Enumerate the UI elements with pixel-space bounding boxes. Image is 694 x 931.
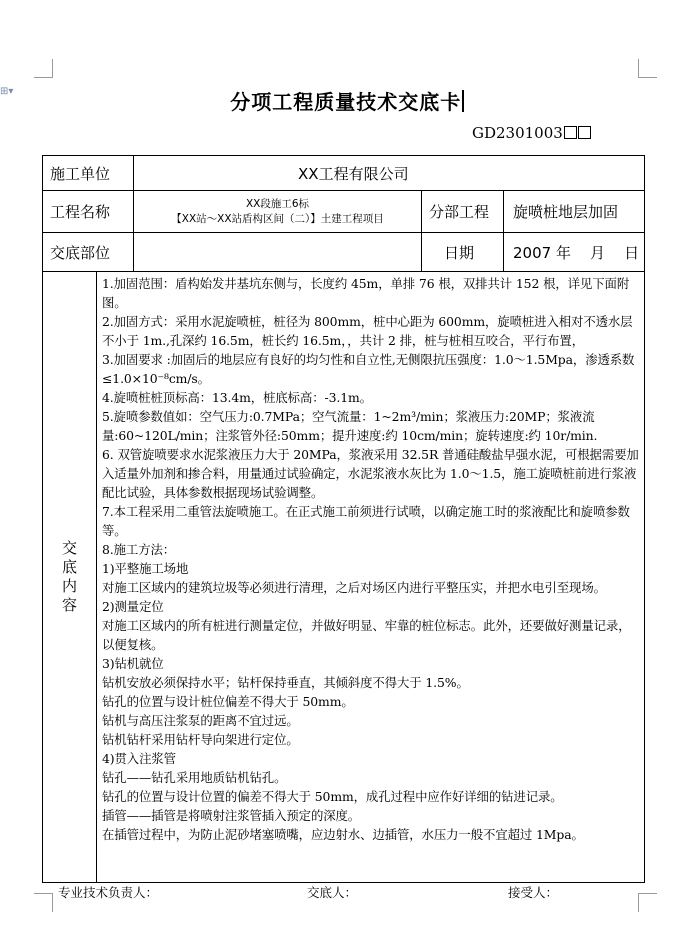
- project-line-2: 【XX站～XX站盾构区间（二）】土建工程项目: [171, 212, 384, 225]
- content-line: 7.本工程采用二重管法旋喷施工。在正式施工前须进行试喷，以确定施工时的浆液配比和旋喷参数等。: [102, 504, 630, 538]
- location-label: 交底部位: [43, 233, 134, 272]
- unit-value: XX工程有限公司: [134, 156, 645, 191]
- crop-mark-bottom-left: [34, 893, 53, 912]
- date-value: 2007 年 月 日: [504, 233, 645, 272]
- crop-mark-bottom-right: [638, 893, 657, 912]
- content-line: 插管——插管是将喷射注浆管插入预定的深度。: [102, 808, 361, 823]
- content-line: 钻机安放必须保持水平；钻杆保持垂直，其倾斜度不得大于 1.5%。: [102, 675, 469, 690]
- content-line: 对施工区域内的所有桩进行测量定位，并做好明显、牢靠的桩位标志。此外，还要做好测量记录，以便复核。: [102, 618, 631, 652]
- project-line-1: XX段施工6标: [245, 197, 310, 210]
- content-label: 交底内容: [61, 539, 77, 614]
- crop-mark-top-left: [34, 59, 53, 78]
- content-body: [97, 272, 645, 883]
- content-line: 5.旋喷参数值如：空气压力:0.7MPa；空气流量：1~2m³/min；浆液压力:20MP；浆液流量:60~120L/min；注浆管外径:50mm；提升速度:约 10cm/min；旋转速度:约 10r/min.: [102, 409, 598, 443]
- content-line: 6. 双管旋喷要求水泥浆液压力大于 20MPa，浆液采用 32.5R 普通硅酸盐早强水泥，可根据需要加入适量外加剂和掺合料，用量通过试验确定，水泥浆液水灰比为 1.0～1.5，施工旋喷桩前进行浆液配比试验，具体参数根据现场试验调整。: [102, 447, 639, 500]
- division-value: 旋喷桩地层加固: [504, 191, 645, 233]
- content-line: 2)测量定位: [102, 599, 164, 614]
- document-title: 分项工程质量技术交底卡: [0, 86, 694, 115]
- checkbox-glyph: [578, 126, 591, 139]
- content-line: 4)贯入注浆管: [102, 751, 176, 766]
- content-line: 钻孔的位置与设计位置的偏差不得大于 50mm，成孔过程中应作好详细的钻进记录。: [102, 789, 563, 804]
- date-label: 日期: [422, 233, 504, 272]
- project-label: 工程名称: [43, 191, 134, 233]
- content-line: 1.加固范围：盾构始发井基坑东侧与，长度约 45m，单排 76 根，双排共计 152 根，详见下面附图。: [102, 276, 630, 310]
- checkbox-glyph: [564, 126, 577, 139]
- division-label: 分部工程: [422, 191, 504, 233]
- disclosure-card-table: [42, 155, 645, 883]
- location-value: [134, 233, 422, 272]
- footer-receiver: 接受人：: [508, 885, 559, 900]
- content-line: 3.加固要求 :加固后的地层应有良好的均匀性和自立性,无侧限抗压强度：1.0～1.5Mpa，渗透系数≤1.0×10⁻⁸cm/s。: [102, 352, 635, 386]
- footer-discloser: 交底人：: [307, 885, 358, 900]
- content-line: 钻孔——钻孔采用地质钻机钻孔。: [102, 770, 287, 785]
- content-line: 对施工区域内的建筑垃圾等必须进行清理，之后对场区内进行平整压实，并把水电引至现场。: [102, 580, 606, 595]
- document-number: GD2301003: [472, 124, 591, 142]
- content-line: 8.施工方法：: [102, 542, 176, 557]
- project-value: [134, 191, 422, 233]
- content-line: 在插管过程中，为防止泥砂堵塞喷嘴，应边射水、边插管，水压力一般不宜超过 1Mpa。: [102, 827, 584, 842]
- content-line: 1)平整施工场地: [102, 561, 189, 576]
- paragraph-handle-icon[interactable]: ⊞▾: [0, 86, 14, 97]
- footer-tech-lead: 专业技术负责人：: [58, 885, 159, 900]
- crop-mark-top-right: [638, 59, 657, 78]
- content-label-cell: [43, 272, 97, 883]
- unit-label: 施工单位: [43, 156, 134, 191]
- content-line: 钻孔的位置与设计桩位偏差不得大于 50mm。: [102, 694, 354, 709]
- content-line: 4.旋喷桩桩顶标高：13.4m，桩底标高：-3.1m。: [102, 390, 372, 405]
- content-line: 钻机钻杆采用钻杆导向架进行定位。: [102, 732, 299, 747]
- content-line: 2.加固方式：采用水泥旋喷桩，桩径为 800mm，桩中心距为 600mm，旋喷桩进入相对不透水层不小于 1m.,孔深约 16.5m，桩长约 16.5m，，共计 2 排，桩与桩相互咬合，平行布置，: [102, 314, 633, 348]
- content-line: 3)钻机就位: [102, 656, 164, 671]
- text-cursor: [462, 90, 464, 112]
- content-line: 钻机与高压注浆泵的距离不宜过远。: [102, 713, 299, 728]
